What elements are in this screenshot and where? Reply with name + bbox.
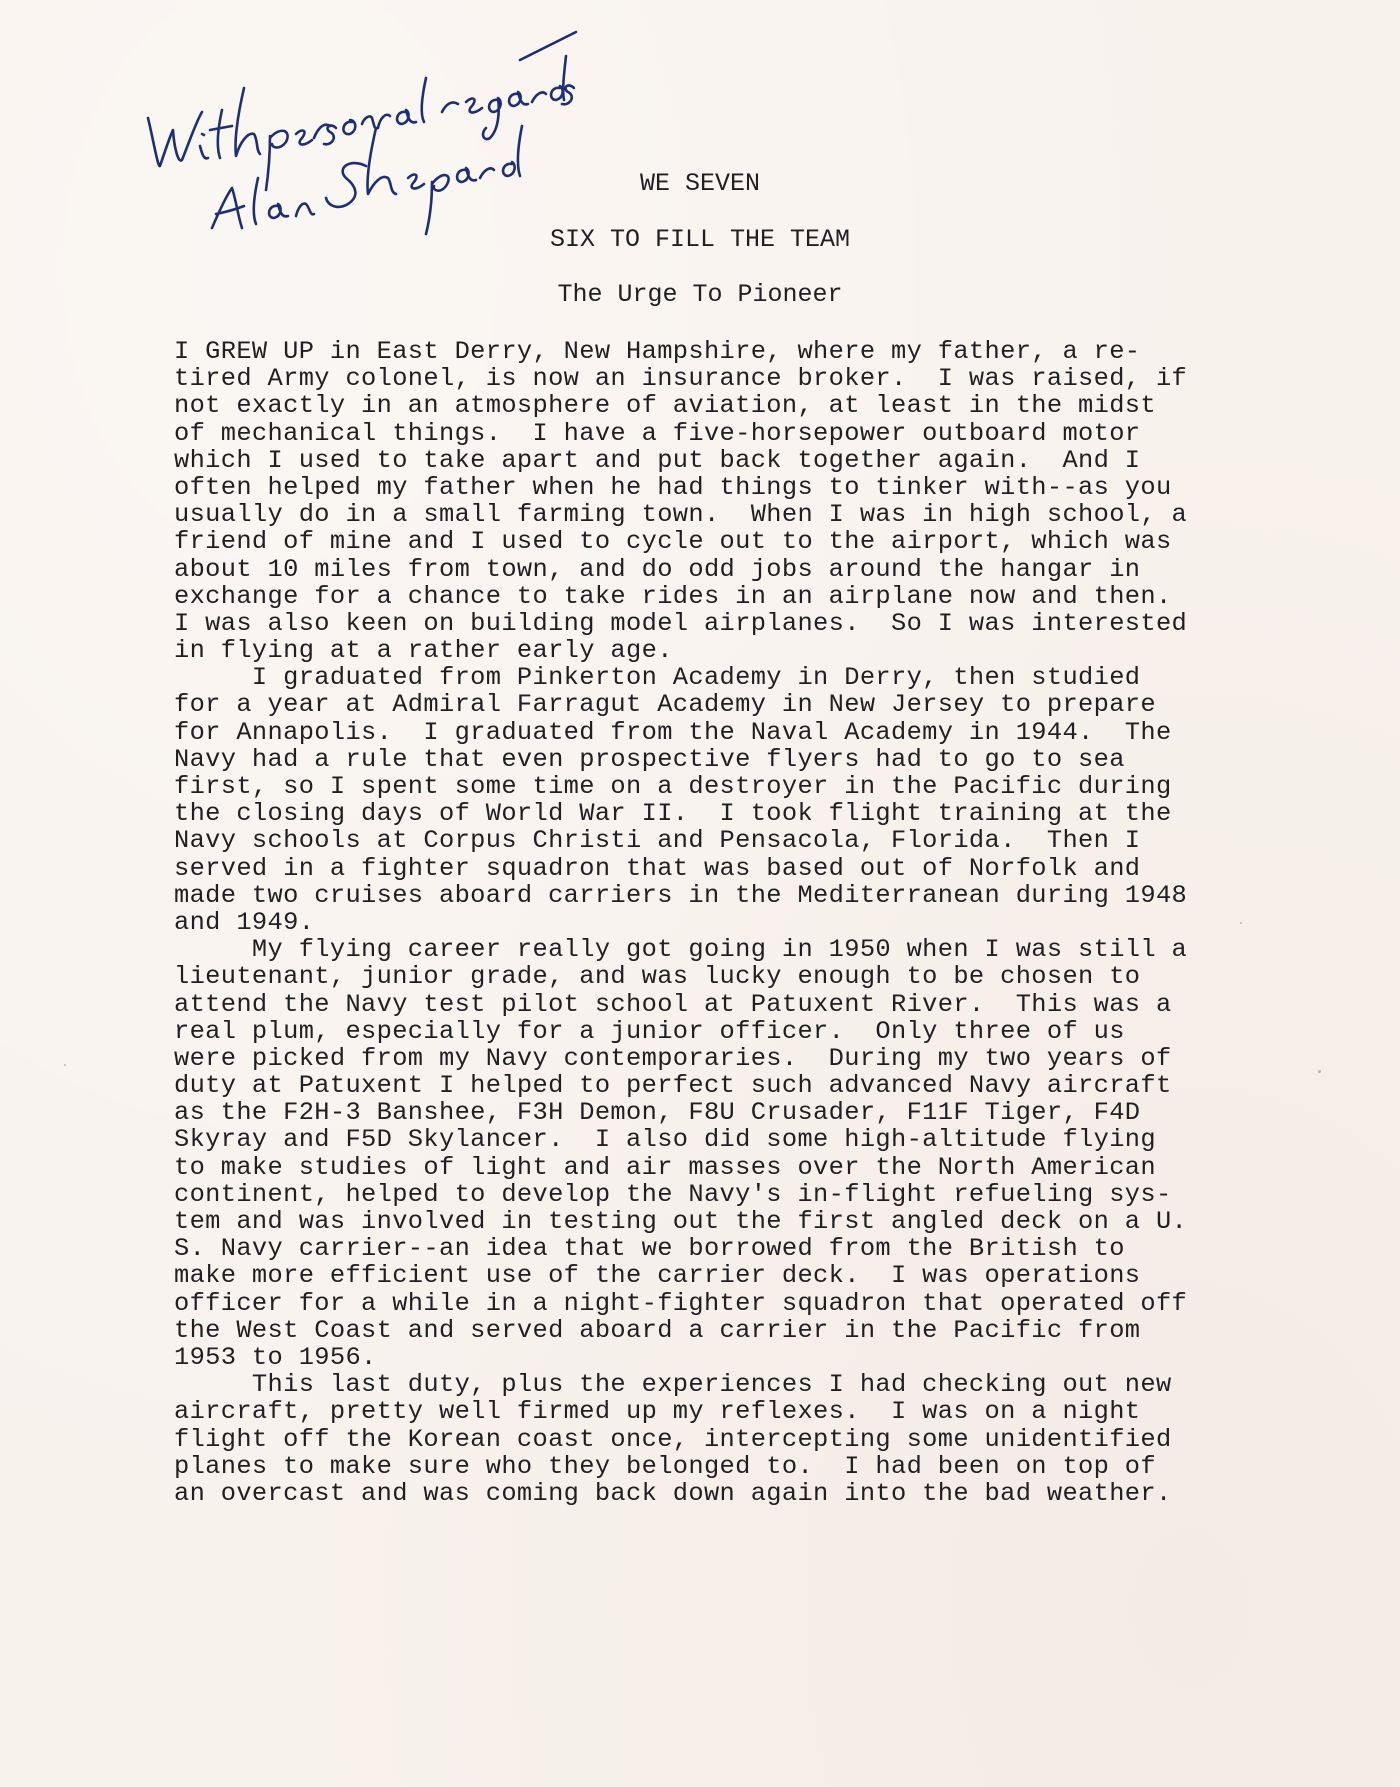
body-line: tired Army colonel, is now an insurance broker. I was raised, if [174,364,1188,394]
body-line: flight off the Korean coast once, intercepting some unidentified [174,1424,1172,1454]
body-line: for a year at Admiral Farragut Academy in New Jersey to prepare [174,690,1156,720]
body-line: I graduated from Pinkerton Academy in Derry, then studied [174,663,1141,693]
body-line: were picked from my Navy contemporaries. During my two years of [174,1043,1172,1073]
body-line: first, so I spent some time on a destroyer in the Pacific during [174,772,1172,801]
body-line: lieutenant, junior grade, and was lucky enough to be chosen to [174,962,1141,992]
body-line: as the F2H-3 Banshee, F3H Demon, F8U Crusader, F11F Tiger, F4D [174,1098,1141,1128]
handwritten-inscription [140,18,580,248]
body-line: friend of mine and I used to cycle out to the airport, which was [174,527,1172,557]
body-line: about 10 miles from town, and do odd jobs around the hangar in [174,554,1141,584]
body-line: usually do in a small farming town. When I was in high school, a [174,500,1188,530]
body-line: This last duty, plus the experiences I had checking out new [174,1370,1172,1400]
section-title: The Urge To Pioneer [557,280,843,309]
body-line: to make studies of light and air masses over the North American [174,1152,1156,1182]
body-line: for Annapolis. I graduated from the Naval Academy in 1944. The [174,717,1172,747]
paper-speck [1240,922,1242,924]
book-title: WE SEVEN [639,169,761,198]
typed-body-text [174,338,1187,1507]
body-line: often helped my father when he had things to tinker with--as you [174,472,1172,502]
body-line: make more efficient use of the carrier deck. I was operations [174,1261,1141,1291]
body-line: My flying career really got going in 1950 when I was still a [174,935,1188,965]
body-line: the closing days of World War II. I took flight training at the [174,799,1172,829]
body-line: continent, helped to develop the Navy's in-flight refueling sys- [174,1179,1172,1209]
chapter-title: SIX TO FILL THE TEAM [549,225,851,254]
body-line: served in a fighter squadron that was based out of Norfolk and [174,853,1141,883]
body-line: not exactly in an atmosphere of aviation, at least in the midst [174,391,1156,421]
body-line: exchange for a chance to take rides in an airplane now and then. [174,581,1172,611]
body-line: aircraft, pretty well firmed up my reflexes. I was on a night [174,1397,1141,1427]
body-line: and 1949. [174,907,315,937]
body-line: duty at Patuxent I helped to perfect such advanced Navy aircraft [174,1071,1172,1101]
body-line: S. Navy carrier--an idea that we borrowed from the British to [174,1234,1125,1264]
body-line: of mechanical things. I have a five-horsepower outboard motor [174,418,1141,448]
paper-speck [1318,1070,1321,1073]
body-line: the West Coast and served aboard a carrier in the Pacific from [174,1315,1141,1345]
body-line: made two cruises aboard carriers in the Mediterranean during 1948 [174,880,1188,910]
body-line: tem and was involved in testing out the first angled deck on a U. [174,1207,1188,1236]
body-line: Skyray and F5D Skylancer. I also did some high-altitude flying [174,1125,1156,1155]
body-line: in flying at a rather early age. [174,636,673,666]
body-line: an overcast and was coming back down again into the bad weather. [174,1478,1172,1508]
paper-speck [64,1064,66,1066]
body-line: real plum, especially for a junior officer. Only three of us [174,1016,1125,1046]
body-line: Navy schools at Corpus Christi and Pensacola, Florida. Then I [174,826,1141,856]
body-line: which I used to take apart and put back together again. And I [174,445,1141,475]
body-line: I GREW UP in East Derry, New Hampshire, where my father, a re- [174,337,1141,366]
body-line: attend the Navy test pilot school at Patuxent River. This was a [174,989,1172,1019]
body-line: officer for a while in a night-fighter squadron that operated off [174,1288,1188,1318]
body-line: planes to make sure who they belonged to. I had been on top of [174,1451,1156,1481]
body-line: Navy had a rule that even prospective flyers had to go to sea [174,744,1125,774]
body-line: 1953 to 1956. [174,1342,377,1372]
body-line: I was also keen on building model airplanes. So I was interested [174,608,1188,638]
